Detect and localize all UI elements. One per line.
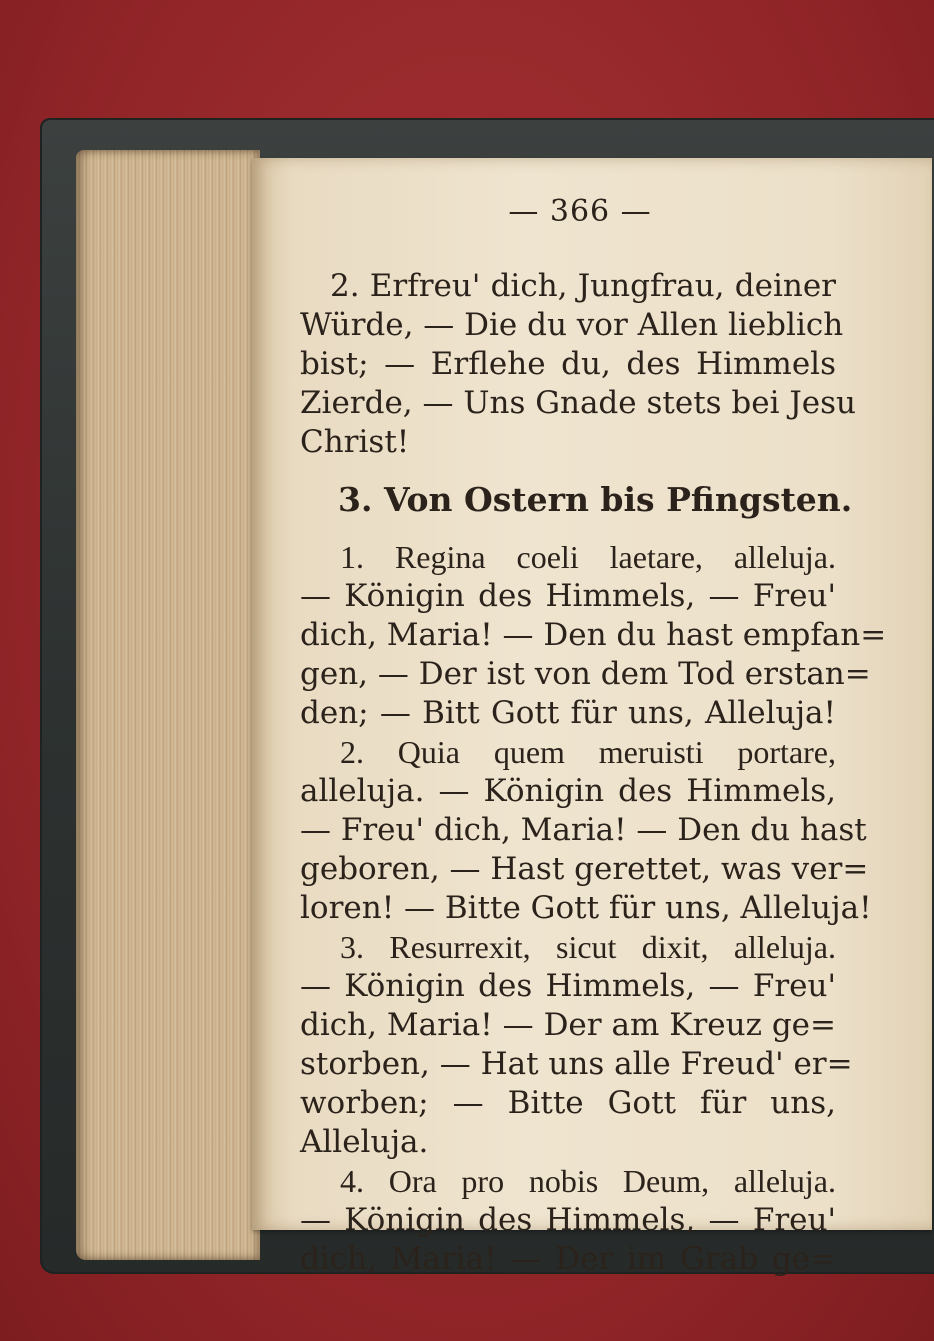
text-line: Alleluja. xyxy=(300,1124,429,1160)
text-line: — Freu' dich, Maria! — Den du hast xyxy=(300,812,867,848)
text-line: loren! — Bitte Gott für uns, Alleluja! xyxy=(300,890,872,926)
text-line: bist; — Erflehe du, des Himmels xyxy=(300,346,836,382)
text-line: — Königin des Himmels, — Freu' xyxy=(300,1202,836,1238)
text-line: 1. Regina coeli laetare, alleluja. xyxy=(340,539,836,575)
verse-2 xyxy=(300,733,892,928)
text-line: — Königin des Himmels, — Freu' xyxy=(300,578,836,614)
text-line: worben; — Bitte Gott für uns, xyxy=(300,1085,836,1121)
text-line: — Königin des Himmels, — Freu' xyxy=(300,968,836,1004)
section-heading: 3. Von Ostern bis Pfingsten. xyxy=(338,480,853,519)
text-line: gen, — Der ist von dem Tod erstan= xyxy=(300,656,871,692)
text-line: alleluja. — Königin des Himmels, xyxy=(300,773,836,809)
text-line: dich, Maria! — Der im Grab ge= xyxy=(300,1241,836,1277)
text-line: dich, Maria! — Der am Kreuz ge= xyxy=(300,1007,836,1043)
text-line: Christ! xyxy=(300,424,410,460)
book-page-edges xyxy=(76,150,260,1260)
text-line: storben, — Hat uns alle Freud' er= xyxy=(300,1046,853,1082)
text-line: dich, Maria! — Den du hast empfan= xyxy=(300,617,887,653)
text-line: 4. Ora pro nobis Deum, alleluja. xyxy=(340,1163,836,1199)
text-line: Zierde, — Uns Gnade stets bei Jesu xyxy=(300,385,857,421)
text-line: Würde, — Die du vor Allen lieblich xyxy=(300,307,844,343)
book-page xyxy=(252,158,932,1277)
verse-4 xyxy=(300,1162,892,1279)
verse-1 xyxy=(300,538,892,733)
text-line: 2. Erfreu' dich, Jungfrau, deiner xyxy=(330,268,836,304)
verse-3 xyxy=(300,928,892,1162)
text-line: 2. Quia quem meruisti portare, xyxy=(340,734,836,770)
stanza-previous xyxy=(300,267,892,462)
page-number: — 366 — xyxy=(508,194,652,229)
text-line: geboren, — Hast gerettet, was ver= xyxy=(300,851,869,887)
page-text-block xyxy=(300,194,892,1279)
text-line: 3. Resurrexit, sicut dixit, alleluja. xyxy=(340,929,836,965)
text-line: den; — Bitt Gott für uns, Alleluja! xyxy=(300,695,836,731)
